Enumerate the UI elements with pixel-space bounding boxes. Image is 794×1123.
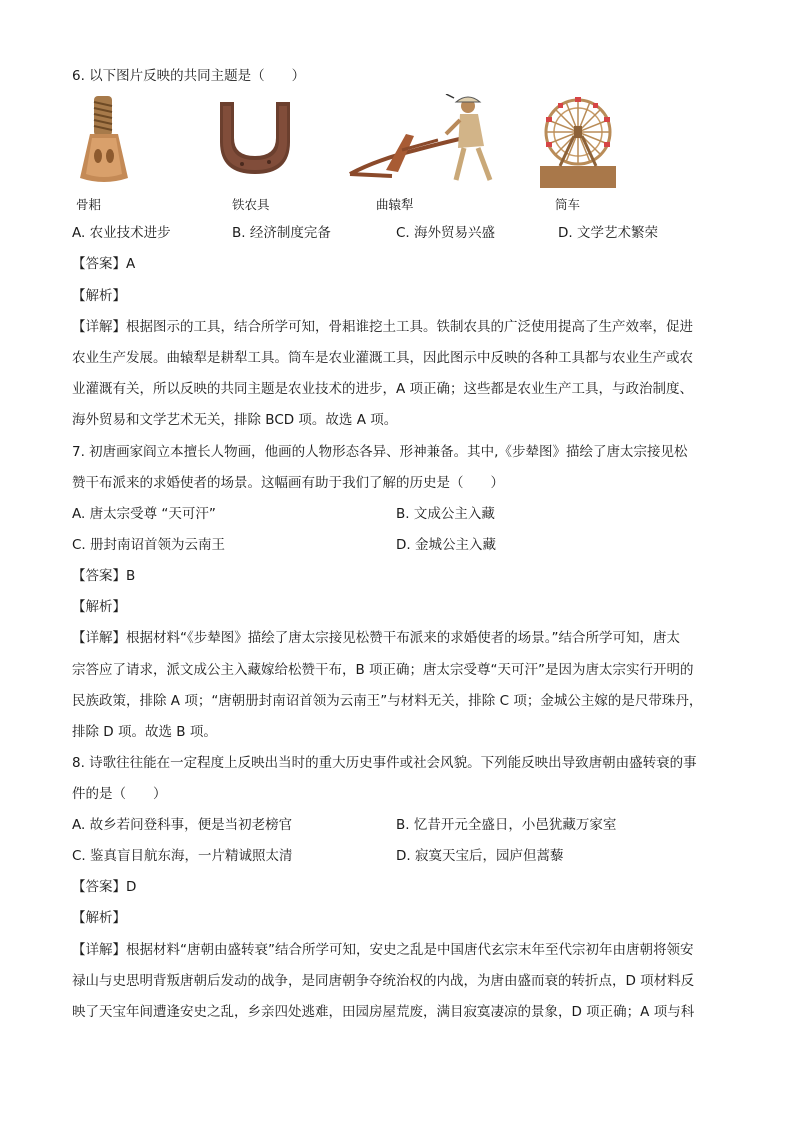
q7-option-b: B. 文成公主入藏 (396, 506, 495, 522)
caption-iron-tool: 铁农具 (232, 197, 270, 212)
caption-waterwheel: 筒车 (555, 197, 581, 212)
q6-detail-line: 海外贸易和文学艺术无关，排除 BCD 项。故选 A 项。 (72, 412, 398, 428)
iron-tool-image (214, 98, 296, 178)
q7-detail-line: 民族政策，排除 A 项；“唐朝册封南诏首领为云南王”与材料无关，排除 C 项；金城公主嫁的是尺带珠丹， (72, 693, 703, 709)
q7-stem-line: 7. 初唐画家阎立本擅长人物画，他画的人物形态各异、形神兼备。其中,《步辇图》描绘了唐太宗接见松 (72, 444, 688, 460)
q7-detail-line: 宗答应了请求，派文成公主入藏嫁给松赞干布，B 项正确；唐太宗受尊“天可汗”是因为唐太宗实行开明的 (72, 662, 694, 678)
q8-detail-line: 【详解】根据材料“唐朝由盛转衰”结合所学可知，安史之乱是中国唐代玄宗末年至代宗初年由唐朝将领安 (72, 942, 694, 958)
q7-detail-line: 【详解】根据材料“《步辇图》描绘了唐太宗接见松赞干布派来的求婚使者的场景。”结合所学可知，唐太 (72, 630, 680, 646)
q7-analysis-label: 【解析】 (72, 599, 126, 615)
q8-option-a: A. 故乡若问登科事，便是当初老榜官 (72, 817, 293, 833)
q6-option-b: B. 经济制度完备 (232, 225, 331, 241)
q6-option-a: A. 农业技术进步 (72, 225, 171, 241)
q6-stem: 6. 以下图片反映的共同主题是（ ） (72, 68, 306, 84)
caption-bone-spade: 骨耜 (76, 197, 102, 212)
q8-detail-line: 映了天宝年间遭逢安史之乱，乡亲四处逃难，田园房屋荒废，满目寂寞凄凉的景象，D 项正确；A 项与科 (72, 1004, 695, 1020)
q7-detail-line: 排除 D 项。故选 B 项。 (72, 724, 217, 740)
curved-plough-image (346, 94, 504, 186)
q8-option-d: D. 寂寞天宝后，园庐但蒿藜 (396, 848, 564, 864)
bone-spade-image (78, 94, 130, 186)
caption-curved-plough: 曲辕犁 (376, 197, 414, 212)
q8-detail-line: 禄山与史思明背叛唐朝后发动的战争，是同唐朝争夺统治权的内战，为唐由盛而衰的转折点，D 项材料反 (72, 973, 695, 989)
q8-stem-line: 件的是（ ） (72, 786, 167, 802)
q7-option-c: C. 册封南诏首领为云南王 (72, 537, 226, 553)
q8-option-c: C. 鉴真盲目航东海，一片精诚照太清 (72, 848, 293, 864)
q7-option-d: D. 金城公主入藏 (396, 537, 496, 553)
q6-detail-line: 业灌溉有关，所以反映的共同主题是农业技术的进步，A 项正确；这些都是农业生产工具，与政治制度、 (72, 381, 694, 397)
q7-option-a: A. 唐太宗受尊 “天可汗” (72, 506, 216, 522)
q8-option-b: B. 忆昔开元全盛日，小邑犹藏万家室 (396, 817, 617, 833)
q7-stem-line: 赞干布派来的求婚使者的场景。这幅画有助于我们了解的历史是（ ） (72, 475, 504, 491)
q6-option-d: D. 文学艺术繁荣 (558, 225, 658, 241)
q6-detail-line: 【详解】根据图示的工具，结合所学可知，骨耜谁挖土工具。铁制农具的广泛使用提高了生产效率，促进 (72, 319, 693, 335)
waterwheel-image (540, 96, 616, 188)
q8-answer: 【答案】D (72, 879, 137, 895)
q8-analysis-label: 【解析】 (72, 910, 126, 926)
q8-stem-line: 8. 诗歌往往能在一定程度上反映出当时的重大历史事件或社会风貌。下列能反映出导致唐朝由盛转衰的事 (72, 755, 697, 771)
q6-detail-line: 农业生产发展。曲辕犁是耕犁工具。筒车是农业灌溉工具，因此图示中反映的各种工具都与农业生产或农 (72, 350, 693, 366)
q6-answer: 【答案】A (72, 256, 136, 272)
q6-option-c: C. 海外贸易兴盛 (396, 225, 496, 241)
q7-answer: 【答案】B (72, 568, 136, 584)
q6-analysis-label: 【解析】 (72, 288, 126, 304)
